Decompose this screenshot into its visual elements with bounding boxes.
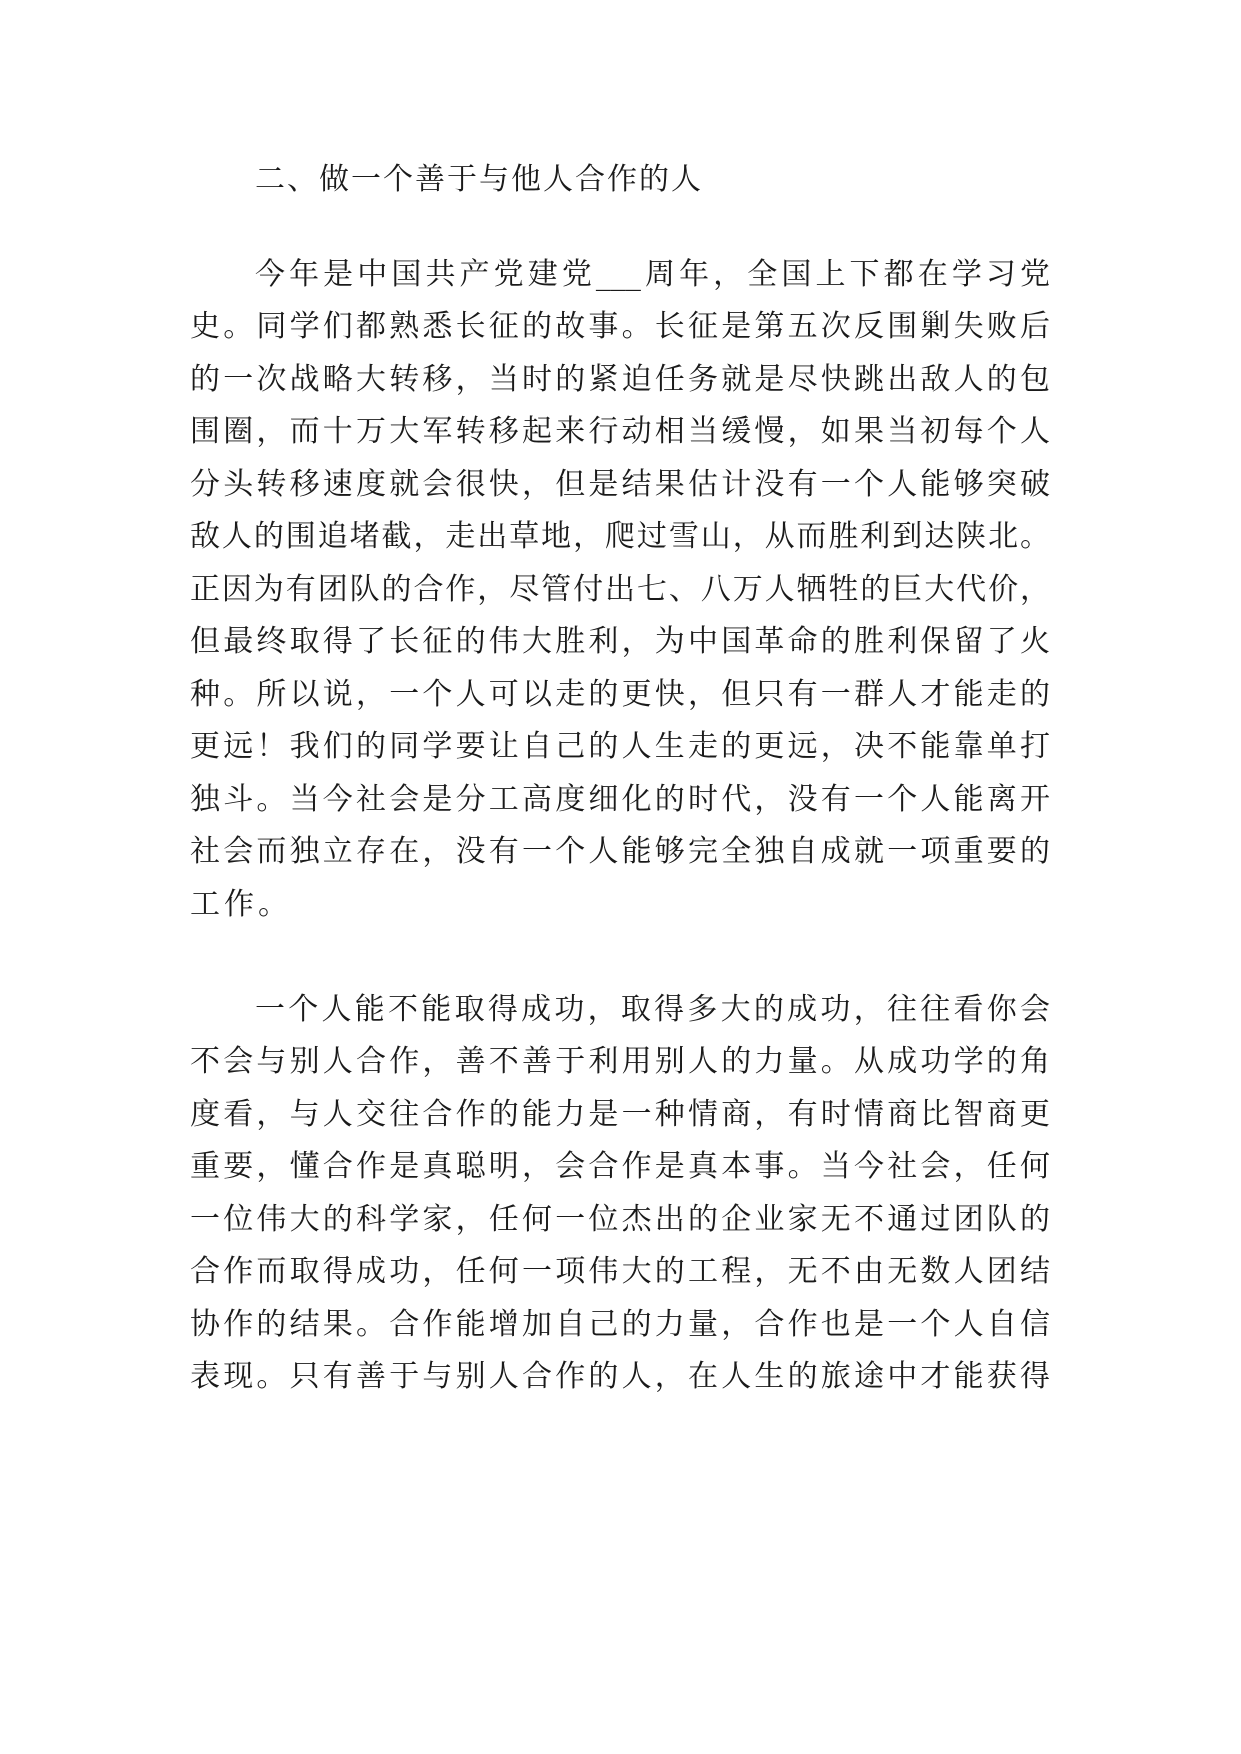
paragraph-line: 围圈，而十万大军转移起来行动相当缓慢，如果当初每个人 (190, 414, 1050, 449)
paragraph-line: 重要，懂合作是真聪明，会合作是真本事。当今社会，任何 (190, 1149, 1050, 1184)
paragraph-line: 敌人的围追堵截，走出草地，爬过雪山，从而胜利到达陕北。 (190, 519, 1050, 554)
paragraph-line: 分头转移速度就会很快，但是结果估计没有一个人能够突破 (190, 467, 1050, 502)
paragraph-line: 工作。 (190, 887, 292, 922)
paragraph-line: 种。所以说，一个人可以走的更快，但只有一群人才能走的 (190, 677, 1050, 712)
section-heading: 二、做一个善于与他人合作的人 (255, 162, 703, 197)
paragraph-line: 不会与别人合作，善不善于利用别人的力量。从成功学的角 (190, 1044, 1050, 1079)
paragraph-line: 协作的结果。合作能增加自己的力量，合作也是一个人自信 (190, 1307, 1050, 1342)
paragraph-line: 正因为有团队的合作，尽管付出七、八万人牺牲的巨大代价， (190, 572, 1050, 607)
paragraph-line: 的一次战略大转移，当时的紧迫任务就是尽快跳出敌人的包 (190, 362, 1050, 397)
paragraph-line: 独斗。当今社会是分工高度细化的时代，没有一个人能离开 (190, 782, 1050, 817)
paragraph-line: 但最终取得了长征的伟大胜利，为中国革命的胜利保留了火 (190, 624, 1050, 659)
paragraph-line: 今年是中国共产党建党___周年，全国上下都在学习党 (255, 257, 1050, 292)
paragraph-line: 合作而取得成功，任何一项伟大的工程，无不由无数人团结 (190, 1254, 1050, 1289)
paragraph-line: 一位伟大的科学家，任何一位杰出的企业家无不通过团队的 (190, 1202, 1050, 1237)
paragraph-line: 表现。只有善于与别人合作的人，在人生的旅途中才能获得 (190, 1359, 1050, 1394)
paragraph-line: 度看，与人交往合作的能力是一种情商，有时情商比智商更 (190, 1097, 1050, 1132)
paragraph-line: 社会而独立存在，没有一个人能够完全独自成就一项重要的 (190, 834, 1050, 869)
paragraph-line: 一个人能不能取得成功，取得多大的成功，往往看你会 (255, 992, 1050, 1027)
paragraph-line: 史。同学们都熟悉长征的故事。长征是第五次反围剿失败后 (190, 309, 1050, 344)
paragraph-line: 更远！我们的同学要让自己的人生走的更远，决不能靠单打 (190, 729, 1050, 764)
